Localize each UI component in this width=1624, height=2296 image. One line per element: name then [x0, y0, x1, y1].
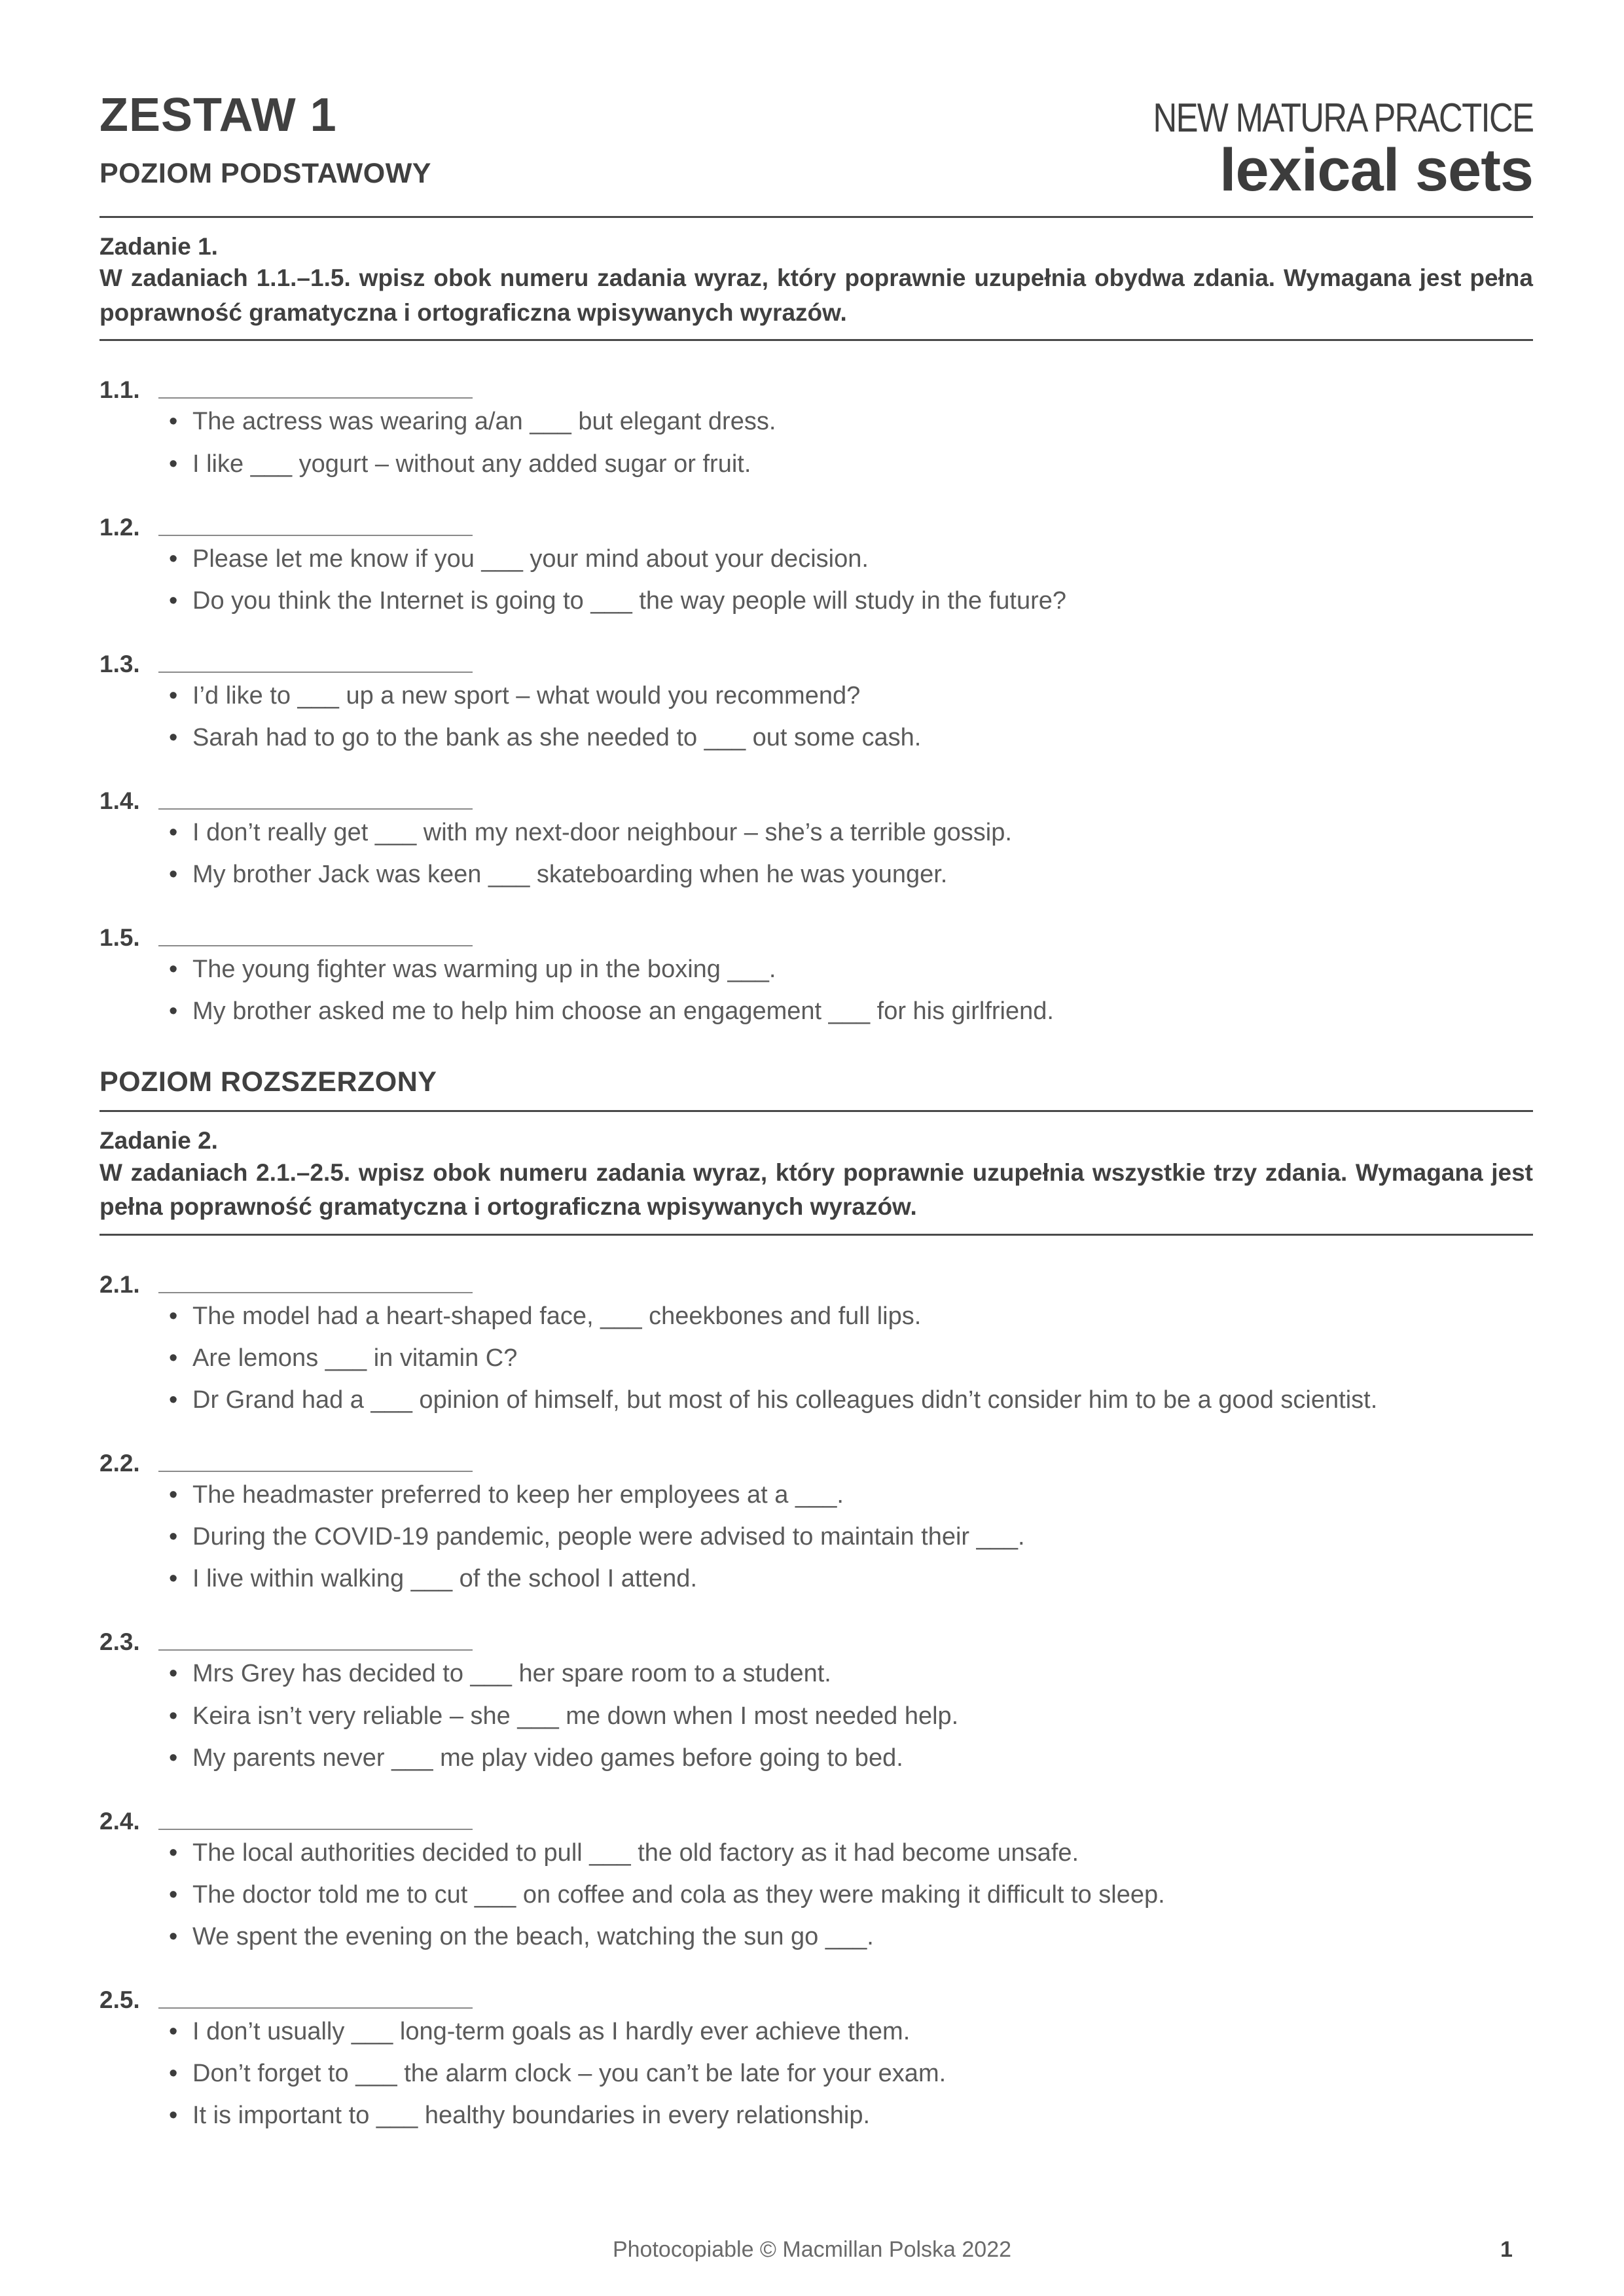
sentence-list: [99, 815, 1533, 893]
exercise-item: [99, 1255, 1533, 1418]
exercise-item: [99, 361, 1533, 482]
gap-fill-sentence: • The doctor told me to cut ___ on coffee and cola as they were making it difficult to sleep.: [192, 1877, 1533, 1913]
exercise-item-header: [99, 1792, 1533, 1835]
sentence-list: [99, 2014, 1533, 2134]
exercise-number: 2.4.: [99, 1807, 140, 1835]
gap-fill-sentence: • I’d like to ___ up a new sport – what would you recommend?: [192, 678, 1533, 714]
exercise-item-header: [99, 635, 1533, 678]
task1-title: Zadanie 1.: [99, 233, 218, 260]
gap-fill-sentence: • The young fighter was warming up in the boxing ___.: [192, 952, 1533, 988]
task1-header: [99, 232, 1533, 330]
sentence-list: [99, 1299, 1533, 1418]
sentence-list: [99, 678, 1533, 756]
answer-blank-line[interactable]: [158, 1272, 473, 1293]
exercise-item: [99, 1434, 1533, 1597]
exercise-number: 1.2.: [99, 513, 140, 541]
task2-title: Zadanie 2.: [99, 1127, 218, 1155]
exercise-number: 2.3.: [99, 1628, 140, 1656]
level-title: POZIOM PODSTAWOWY: [99, 158, 431, 189]
task2-divider: [99, 1234, 1533, 1236]
gap-fill-sentence: • My brother Jack was keen ___ skateboarding when he was younger.: [192, 857, 1533, 893]
exercise-item-header: [99, 498, 1533, 541]
section2-divider: [99, 1110, 1533, 1112]
gap-fill-sentence: • Sarah had to go to the bank as she needed to ___ out some cash.: [192, 720, 1533, 756]
exercise-item-header: [99, 908, 1533, 952]
answer-blank-line[interactable]: [158, 1630, 473, 1651]
gap-fill-sentence: • Dr Grand had a ___ opinion of himself, but most of his colleagues didn’t consider him to be a good scientist.: [192, 1382, 1533, 1418]
task2-instruction: W zadaniach 2.1.–2.5. wpisz obok numeru zadania wyraz, który poprawnie uzupełnia wszystkie trzy zdania. Wymagana jest pełna poprawność gramatyczna i ortograficzna wpisywanych wyrazów.: [99, 1158, 1533, 1221]
gap-fill-sentence: • I live within walking ___ of the school I attend.: [192, 1561, 1533, 1597]
gap-fill-sentence: • My parents never ___ me play video games before going to bed.: [192, 1740, 1533, 1776]
gap-fill-sentence: • Don’t forget to ___ the alarm clock – you can’t be late for your exam.: [192, 2056, 1533, 2092]
answer-blank-line[interactable]: [158, 378, 473, 399]
task1-instruction: W zadaniach 1.1.–1.5. wpisz obok numeru zadania wyraz, który poprawnie uzupełnia obydwa zdania. Wymagana jest pełna poprawność gramatyczna i ortograficzna wpisywanych wyrazów.: [99, 264, 1533, 326]
exercise-item-header: [99, 361, 1533, 404]
set-title: ZESTAW 1: [99, 89, 337, 141]
exercise-item: [99, 635, 1533, 756]
gap-fill-sentence: • The local authorities decided to pull ___ the old factory as it had become unsafe.: [192, 1835, 1533, 1871]
worksheet-page: [99, 89, 1533, 2149]
brand-product-name: lexical sets: [1219, 137, 1533, 204]
sentence-list: [99, 952, 1533, 1030]
brand-logo: [1070, 96, 1533, 204]
gap-fill-sentence: • We spent the evening on the beach, watching the sun go ___.: [192, 1919, 1533, 1955]
gap-fill-sentence: • I like ___ yogurt – without any added sugar or fruit.: [192, 446, 1533, 482]
gap-fill-sentence: • It is important to ___ healthy boundaries in every relationship.: [192, 2098, 1533, 2134]
answer-blank-line[interactable]: [158, 515, 473, 536]
gap-fill-sentence: • Are lemons ___ in vitamin C?: [192, 1340, 1533, 1376]
answer-blank-line[interactable]: [158, 652, 473, 673]
exercise-item: [99, 772, 1533, 893]
sentence-list: [99, 404, 1533, 482]
gap-fill-sentence: • Do you think the Internet is going to ___ the way people will study in the future?: [192, 583, 1533, 619]
gap-fill-sentence: • I don’t usually ___ long-term goals as I hardly ever achieve them.: [192, 2014, 1533, 2050]
task2-header: [99, 1126, 1533, 1224]
answer-blank-line[interactable]: [158, 925, 473, 946]
header-divider: [99, 216, 1533, 218]
exercise-number: 2.5.: [99, 1986, 140, 2013]
exercise-item: [99, 1792, 1533, 1955]
exercise-item-header: [99, 1971, 1533, 2014]
gap-fill-sentence: • The model had a heart-shaped face, ___ cheekbones and full lips.: [192, 1299, 1533, 1335]
exercise-item-header: [99, 1255, 1533, 1299]
exercise-number: 1.4.: [99, 787, 140, 815]
gap-fill-sentence: • Keira isn’t very reliable – she ___ me down when I most needed help.: [192, 1698, 1533, 1734]
answer-blank-line[interactable]: [158, 1988, 473, 2009]
gap-fill-sentence: • Please let me know if you ___ your mind about your decision.: [192, 541, 1533, 577]
gap-fill-sentence: • I don’t really get ___ with my next-door neighbour – she’s a terrible gossip.: [192, 815, 1533, 851]
gap-fill-sentence: • The actress was wearing a/an ___ but elegant dress.: [192, 404, 1533, 440]
answer-blank-line[interactable]: [158, 1451, 473, 1472]
gap-fill-sentence: • Mrs Grey has decided to ___ her spare room to a student.: [192, 1656, 1533, 1692]
sentence-list: [99, 541, 1533, 619]
sentence-list: [99, 1835, 1533, 1955]
exercise-item: [99, 498, 1533, 619]
brand-series-name: NEW MATURA PRACTICE: [1153, 96, 1533, 141]
gap-fill-sentence: • My brother asked me to help him choose an engagement ___ for his girlfriend.: [192, 994, 1533, 1030]
gap-fill-sentence: • The headmaster preferred to keep her employees at a ___.: [192, 1477, 1533, 1513]
answer-blank-line[interactable]: [158, 789, 473, 810]
task1-divider: [99, 339, 1533, 341]
task2-items: [99, 1255, 1533, 2134]
exercise-item: [99, 908, 1533, 1030]
exercise-item: [99, 1613, 1533, 1776]
exercise-item-header: [99, 772, 1533, 815]
task1-items: [99, 361, 1533, 1030]
sentence-list: [99, 1656, 1533, 1776]
exercise-number: 1.1.: [99, 376, 140, 404]
copyright-notice: Photocopiable © Macmillan Polska 2022: [612, 2237, 1012, 2262]
page-number: 1: [1500, 2237, 1513, 2262]
exercise-number: 2.1.: [99, 1270, 140, 1298]
exercise-number: 1.5.: [99, 924, 140, 952]
section2-title: POZIOM ROZSZERZONY: [99, 1066, 437, 1098]
sentence-list: [99, 1477, 1533, 1597]
answer-blank-line[interactable]: [158, 1809, 473, 1830]
exercise-number: 1.3.: [99, 650, 140, 677]
page-header: [99, 89, 1533, 216]
exercise-item-header: [99, 1613, 1533, 1656]
gap-fill-sentence: • During the COVID-19 pandemic, people were advised to maintain their ___.: [192, 1519, 1533, 1555]
exercise-number: 2.2.: [99, 1450, 140, 1477]
exercise-item: [99, 1971, 1533, 2134]
exercise-item-header: [99, 1434, 1533, 1477]
